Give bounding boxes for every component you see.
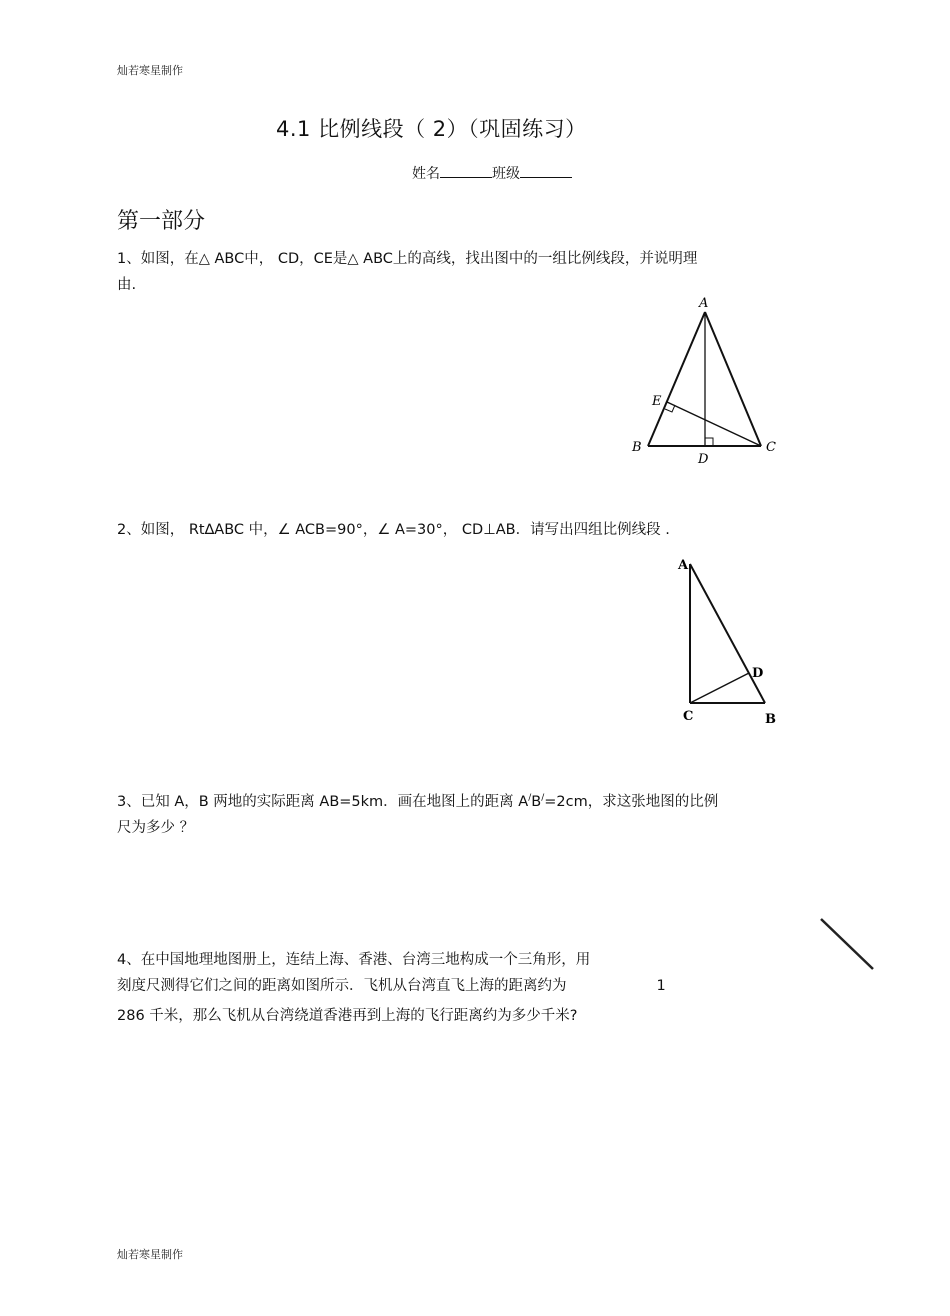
name-label: 姓名: [412, 166, 440, 182]
name-blank: [440, 163, 492, 178]
fig2-label-c: C: [683, 709, 694, 724]
question-4-line-2-text: 刻度尺测得它们之间的距离如图所示．飞机从台湾直飞上海的距离约为: [117, 978, 567, 994]
question-3-text-b: B: [531, 793, 542, 810]
fig1-altitude-ce: [667, 402, 761, 446]
header-mark: 灿若寒星制作: [117, 64, 183, 77]
fig1-label-e: E: [652, 394, 662, 409]
class-label: 班级: [492, 166, 520, 182]
figure-1-triangle: [625, 292, 785, 464]
question-2: [117, 517, 670, 543]
fig1-right-angle-e: [665, 405, 675, 412]
question-1-line-2: 由.: [117, 277, 137, 293]
fig2-label-b: B: [765, 712, 776, 727]
prime-mark-2: /: [541, 793, 545, 803]
question-4-line-2: [117, 973, 666, 999]
class-blank: [520, 163, 572, 178]
question-4-number: 1: [656, 978, 666, 994]
prime-mark-1: /: [528, 793, 532, 803]
fig1-label-b: B: [632, 440, 642, 455]
question-3: [117, 785, 718, 841]
fig1-label-a: A: [699, 296, 709, 311]
question-1: [117, 246, 697, 298]
question-3-line-2: 尺为多少 ？: [117, 819, 195, 836]
question-3-text-a: 3、已知 A，B 两地的实际距离 AB=5km．画在地图上的距离 A: [117, 793, 529, 810]
question-3-line-1: [117, 785, 718, 815]
question-1-line-1: 1、如图，在△ ABC中， CD，CE是△ ABC上的高线，找出图中的一组比例线段，并说明理: [117, 251, 698, 267]
section-title: 第一部分: [117, 209, 206, 234]
question-2-line-1: 2、如图， Rt∆ABC 中，∠ ACB=90°，∠ A=30°， CD⊥AB．请写出四组比例线段 .: [117, 522, 670, 538]
fig2-side-ab: [690, 564, 765, 703]
fig1-side-ab: [648, 312, 705, 446]
fig2-label-d: D: [752, 666, 764, 681]
page-title: 4.1 比例线段（ 2）（巩固练习）: [276, 117, 587, 141]
map-figure-fragment: [815, 913, 880, 975]
fig1-side-ac: [705, 312, 761, 446]
question-4: [117, 947, 666, 1029]
student-info: [412, 163, 572, 183]
footer-mark: 灿若寒星制作: [117, 1248, 183, 1261]
fig1-right-angle-d: [705, 438, 713, 446]
fig1-label-c: C: [766, 440, 776, 455]
fragment-line: [821, 919, 873, 969]
fig2-altitude-cd: [690, 673, 749, 703]
question-4-line-3: 286 千米，那么飞机从台湾绕道香港再到上海的飞行距离约为多少千米?: [117, 1008, 578, 1024]
fig1-label-d: D: [698, 452, 709, 464]
figure-2-right-triangle: [670, 552, 790, 730]
question-4-line-1: 4、在中国地理地图册上，连结上海、香港、台湾三地构成一个三角形，用: [117, 952, 591, 968]
question-3-text-c: =2cm，求这张地图的比例: [544, 793, 719, 810]
fig2-label-a: A: [678, 558, 689, 573]
